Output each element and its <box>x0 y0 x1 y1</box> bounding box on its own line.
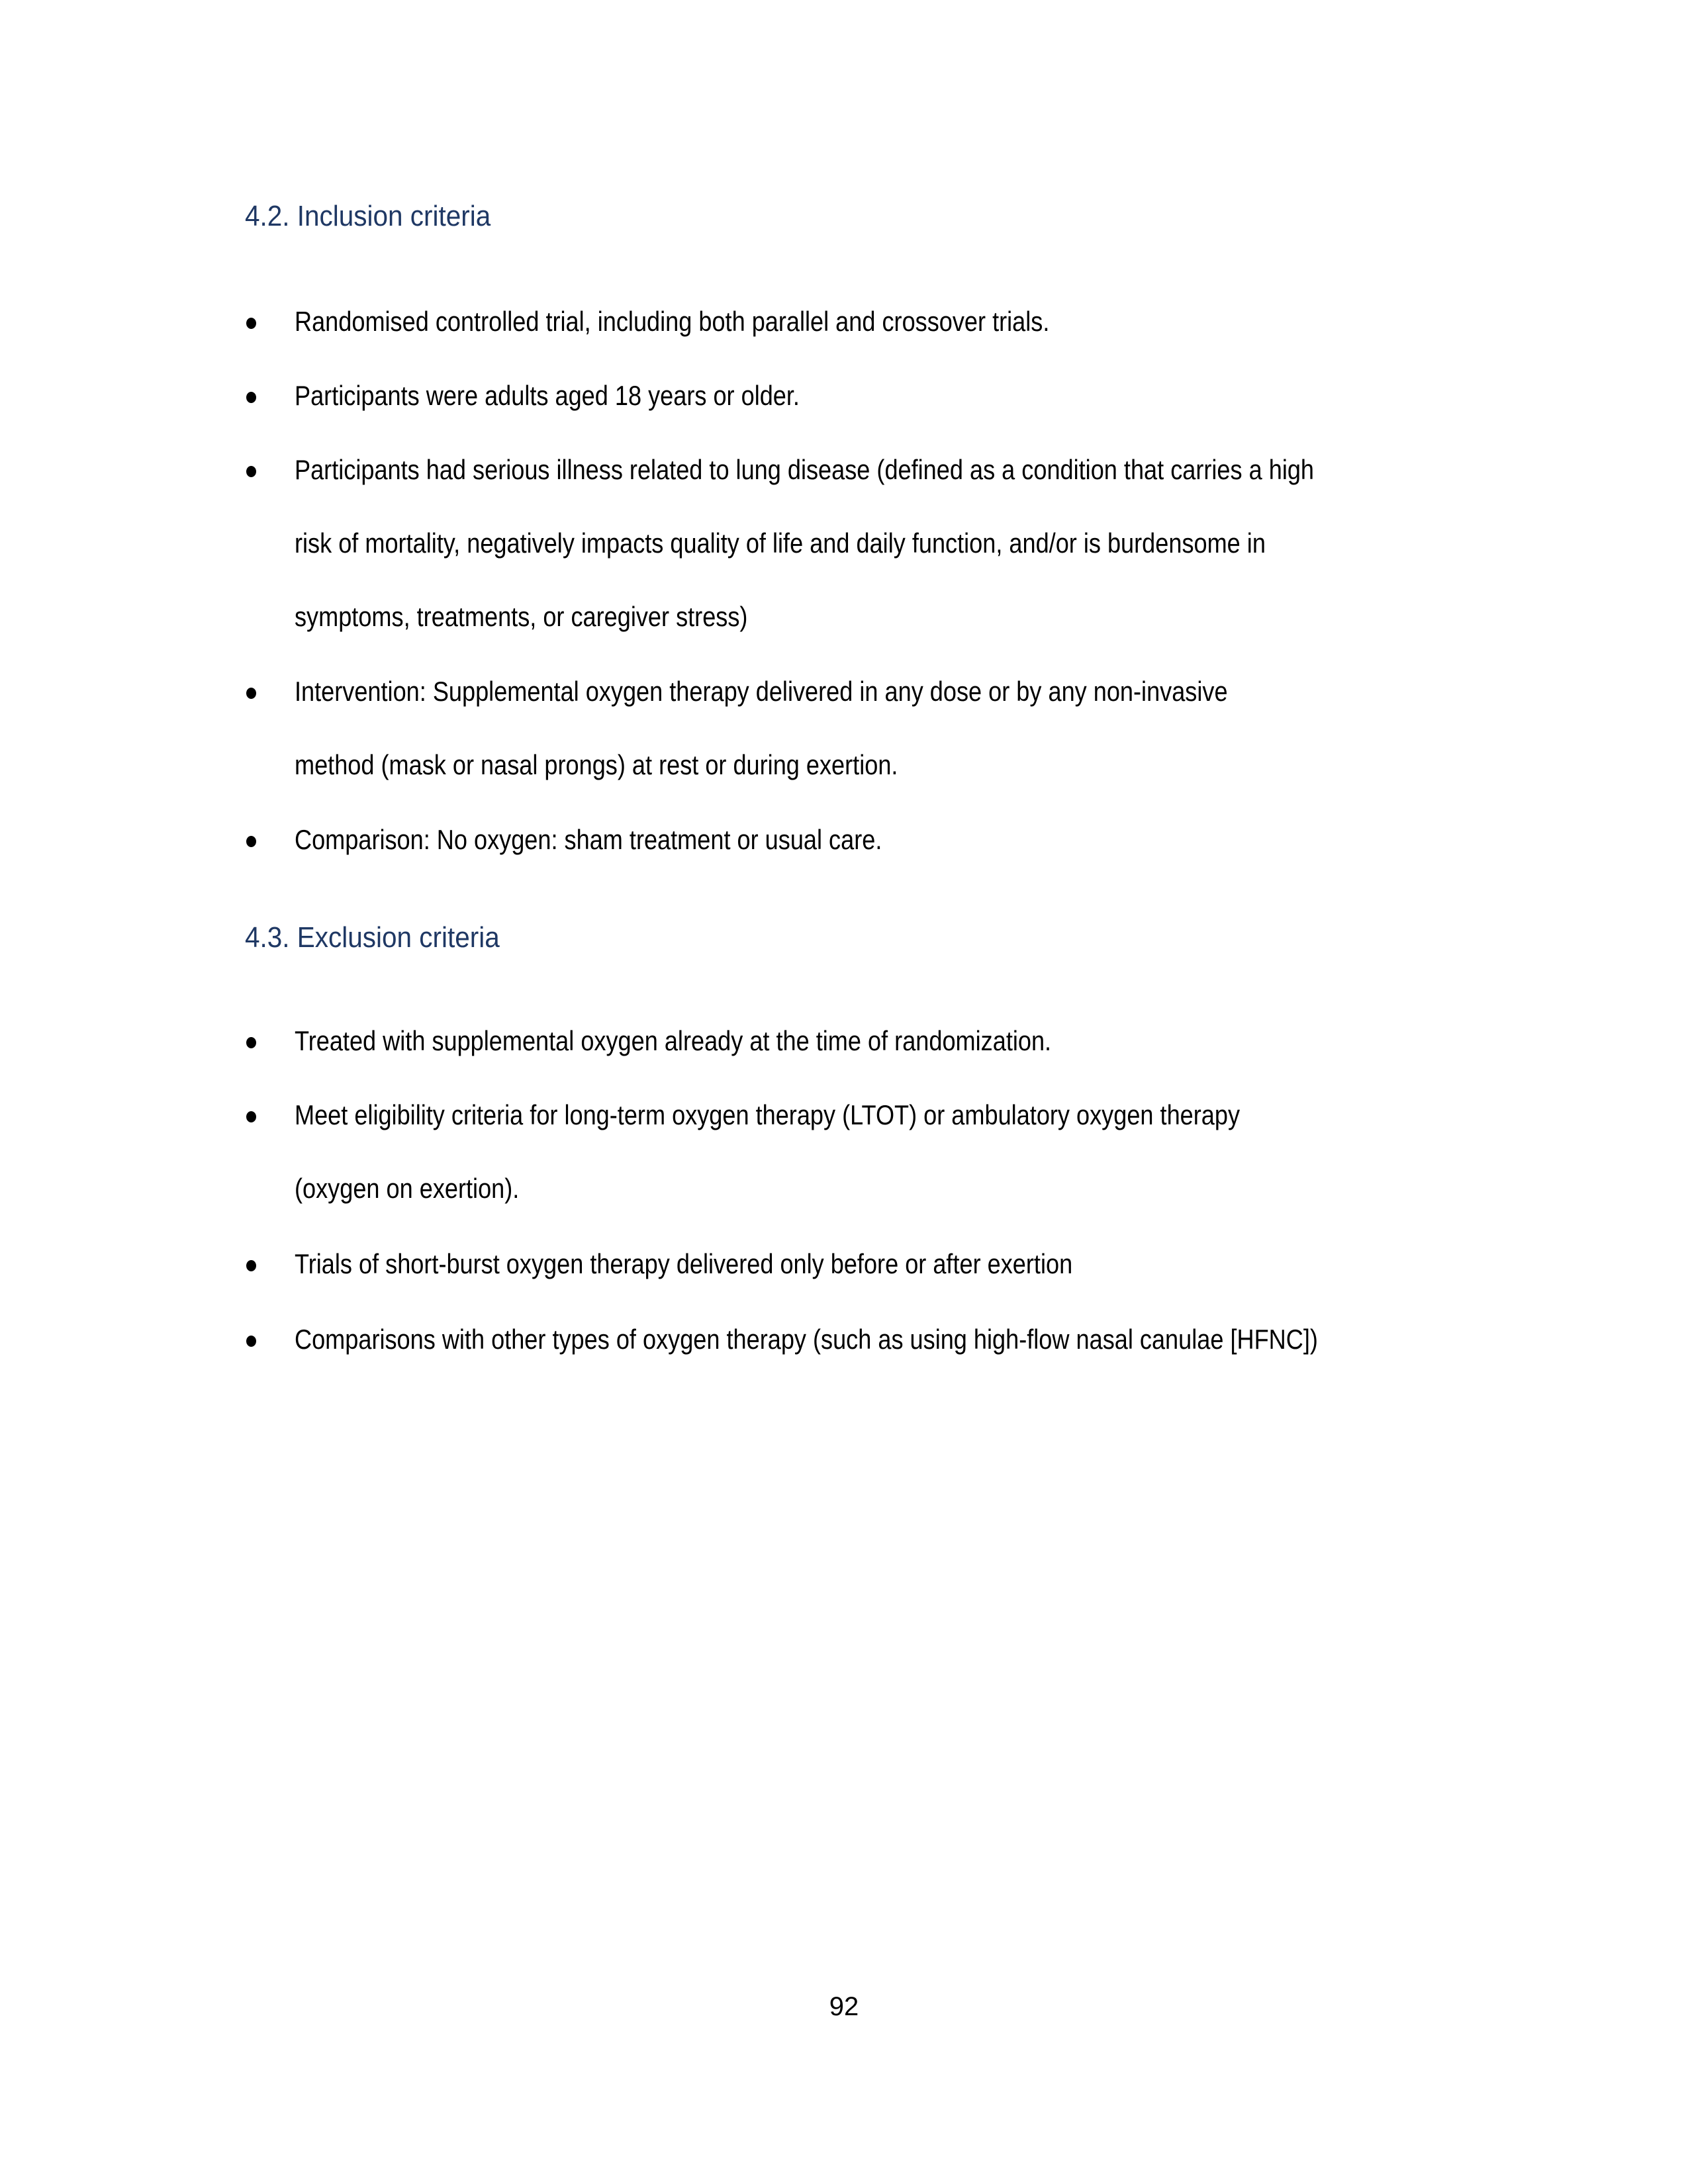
bullet-icon <box>246 466 256 477</box>
inclusion-criteria-heading: 4.2. Inclusion criteria <box>245 200 491 232</box>
exclusion-item-line: Treated with supplemental oxygen already at the time of randomization. <box>295 1025 1052 1056</box>
bullet-icon <box>246 688 256 699</box>
bullet-icon <box>246 836 256 847</box>
exclusion-criteria-heading: 4.3. Exclusion criteria <box>245 921 500 954</box>
inclusion-item-line: Intervention: Supplemental oxygen therapy delivered in any dose or by any non-invasive <box>295 676 1228 707</box>
bullet-icon <box>246 1111 256 1122</box>
inclusion-item-line: symptoms, treatments, or caregiver stress) <box>295 601 748 632</box>
bullet-icon <box>246 318 256 329</box>
inclusion-item-line: Participants were adults aged 18 years or older. <box>295 380 800 411</box>
exclusion-item-line: Trials of short-burst oxygen therapy delivered only before or after exertion <box>295 1248 1073 1279</box>
page-number: 92 <box>829 1992 859 2021</box>
exclusion-item-line: Meet eligibility criteria for long-term oxygen therapy (LTOT) or ambulatory oxygen therapy <box>295 1099 1241 1130</box>
inclusion-item-line: Participants had serious illness related to lung disease (defined as a condition that carries a high <box>295 454 1315 485</box>
bullet-icon <box>246 1260 256 1271</box>
inclusion-item-line: risk of mortality, negatively impacts quality of life and daily function, and/or is burdensome in <box>295 527 1266 559</box>
inclusion-item-line: Randomised controlled trial, including both parallel and crossover trials. <box>295 306 1050 337</box>
inclusion-item-line: Comparison: No oxygen: sham treatment or usual care. <box>295 824 882 855</box>
inclusion-item-line: method (mask or nasal prongs) at rest or during exertion. <box>295 749 898 780</box>
exclusion-item-line: (oxygen on exertion). <box>295 1173 520 1204</box>
bullet-icon <box>246 1037 256 1048</box>
bullet-icon <box>246 1336 256 1347</box>
bullet-icon <box>246 392 256 403</box>
exclusion-item-line: Comparisons with other types of oxygen therapy (such as using high-flow nasal canulae [HFNC]) <box>295 1324 1318 1355</box>
